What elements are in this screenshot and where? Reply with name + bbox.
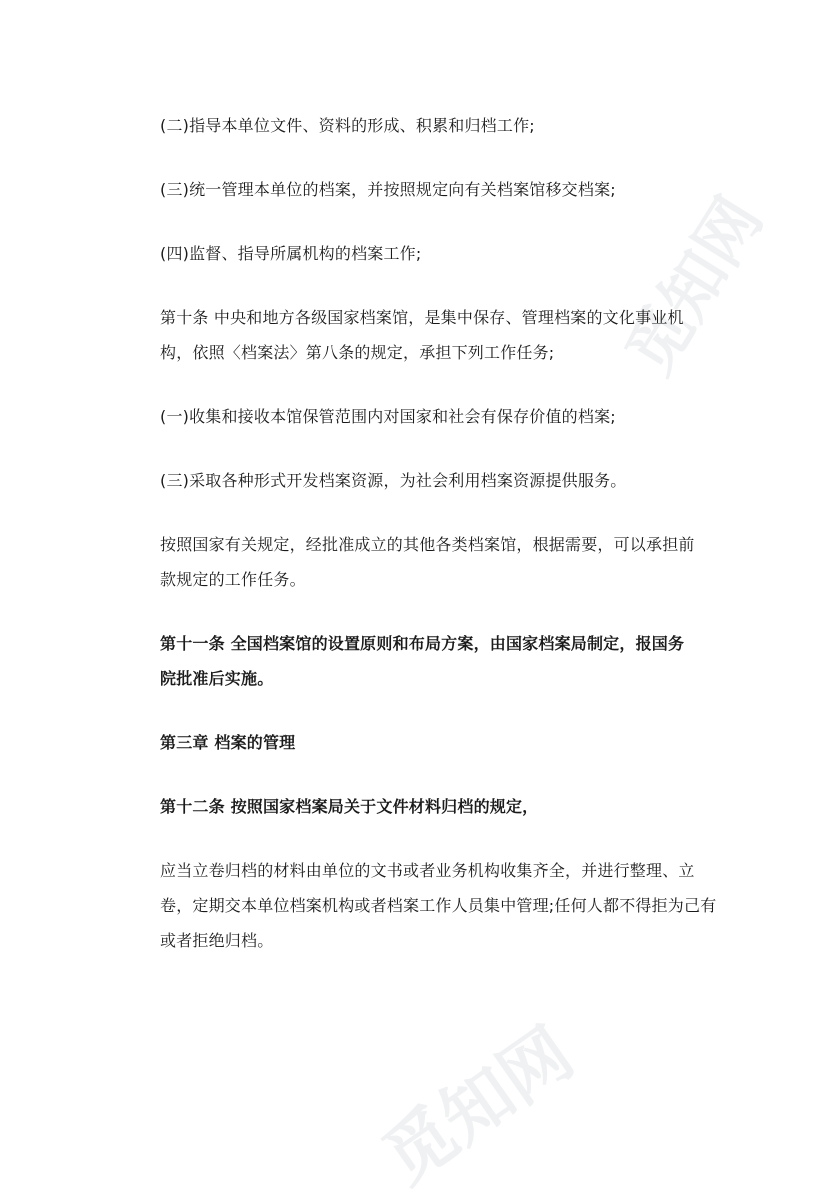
document-body xyxy=(160,108,720,958)
article-12-body-line-3: 或者拒绝归档。 xyxy=(160,931,274,950)
article-11-line-1: 第十一条 全国档案馆的设置原则和布局方案，由国家档案局制定，报国务 xyxy=(160,634,685,653)
article-12-body-line-2: 卷，定期交本单位档案机构或者档案工作人员集中管理;任何人都不得拒为己有 xyxy=(160,896,717,915)
paragraph-item-3b: (三)采取各种形式开发档案资源，为社会利用档案资源提供服务。 xyxy=(160,471,627,490)
paragraph-other-archives-line-2: 款规定的工作任务。 xyxy=(160,570,306,589)
article-10-line-2: 构，依照〈档案法〉第八条的规定，承担下列工作任务; xyxy=(160,343,555,362)
article-11-line-2: 院批准后实施。 xyxy=(160,669,274,688)
paragraph-item-3: (三)统一管理本单位的档案，并按照规定向有关档案馆移交档案; xyxy=(160,180,616,199)
watermark: 觅知网 xyxy=(612,185,778,388)
chapter-3-heading: 第三章 档案的管理 xyxy=(160,733,296,752)
article-12-body-line-1: 应当立卷归档的材料由单位的文书或者业务机构收集齐全，并进行整理、立 xyxy=(160,861,695,880)
paragraph-item-4: (四)监督、指导所属机构的档案工作; xyxy=(160,244,422,263)
article-10-line-1: 第十条 中央和地方各级国家档案馆，是集中保存、管理档案的文化事业机 xyxy=(160,308,684,327)
paragraph-item-2: (二)指导本单位文件、资料的形成、积累和归档工作; xyxy=(160,116,535,135)
paragraph-other-archives-line-1: 按照国家有关规定，经批准成立的其他各类档案馆，根据需要，可以承担前 xyxy=(160,535,695,554)
watermark: 觅知网 xyxy=(368,1011,588,1200)
article-12-heading: 第十二条 按照国家档案局关于文件材料归档的规定， xyxy=(160,797,539,816)
paragraph-item-1: (一)收集和接收本馆保管范围内对国家和社会有保存价值的档案; xyxy=(160,407,616,426)
